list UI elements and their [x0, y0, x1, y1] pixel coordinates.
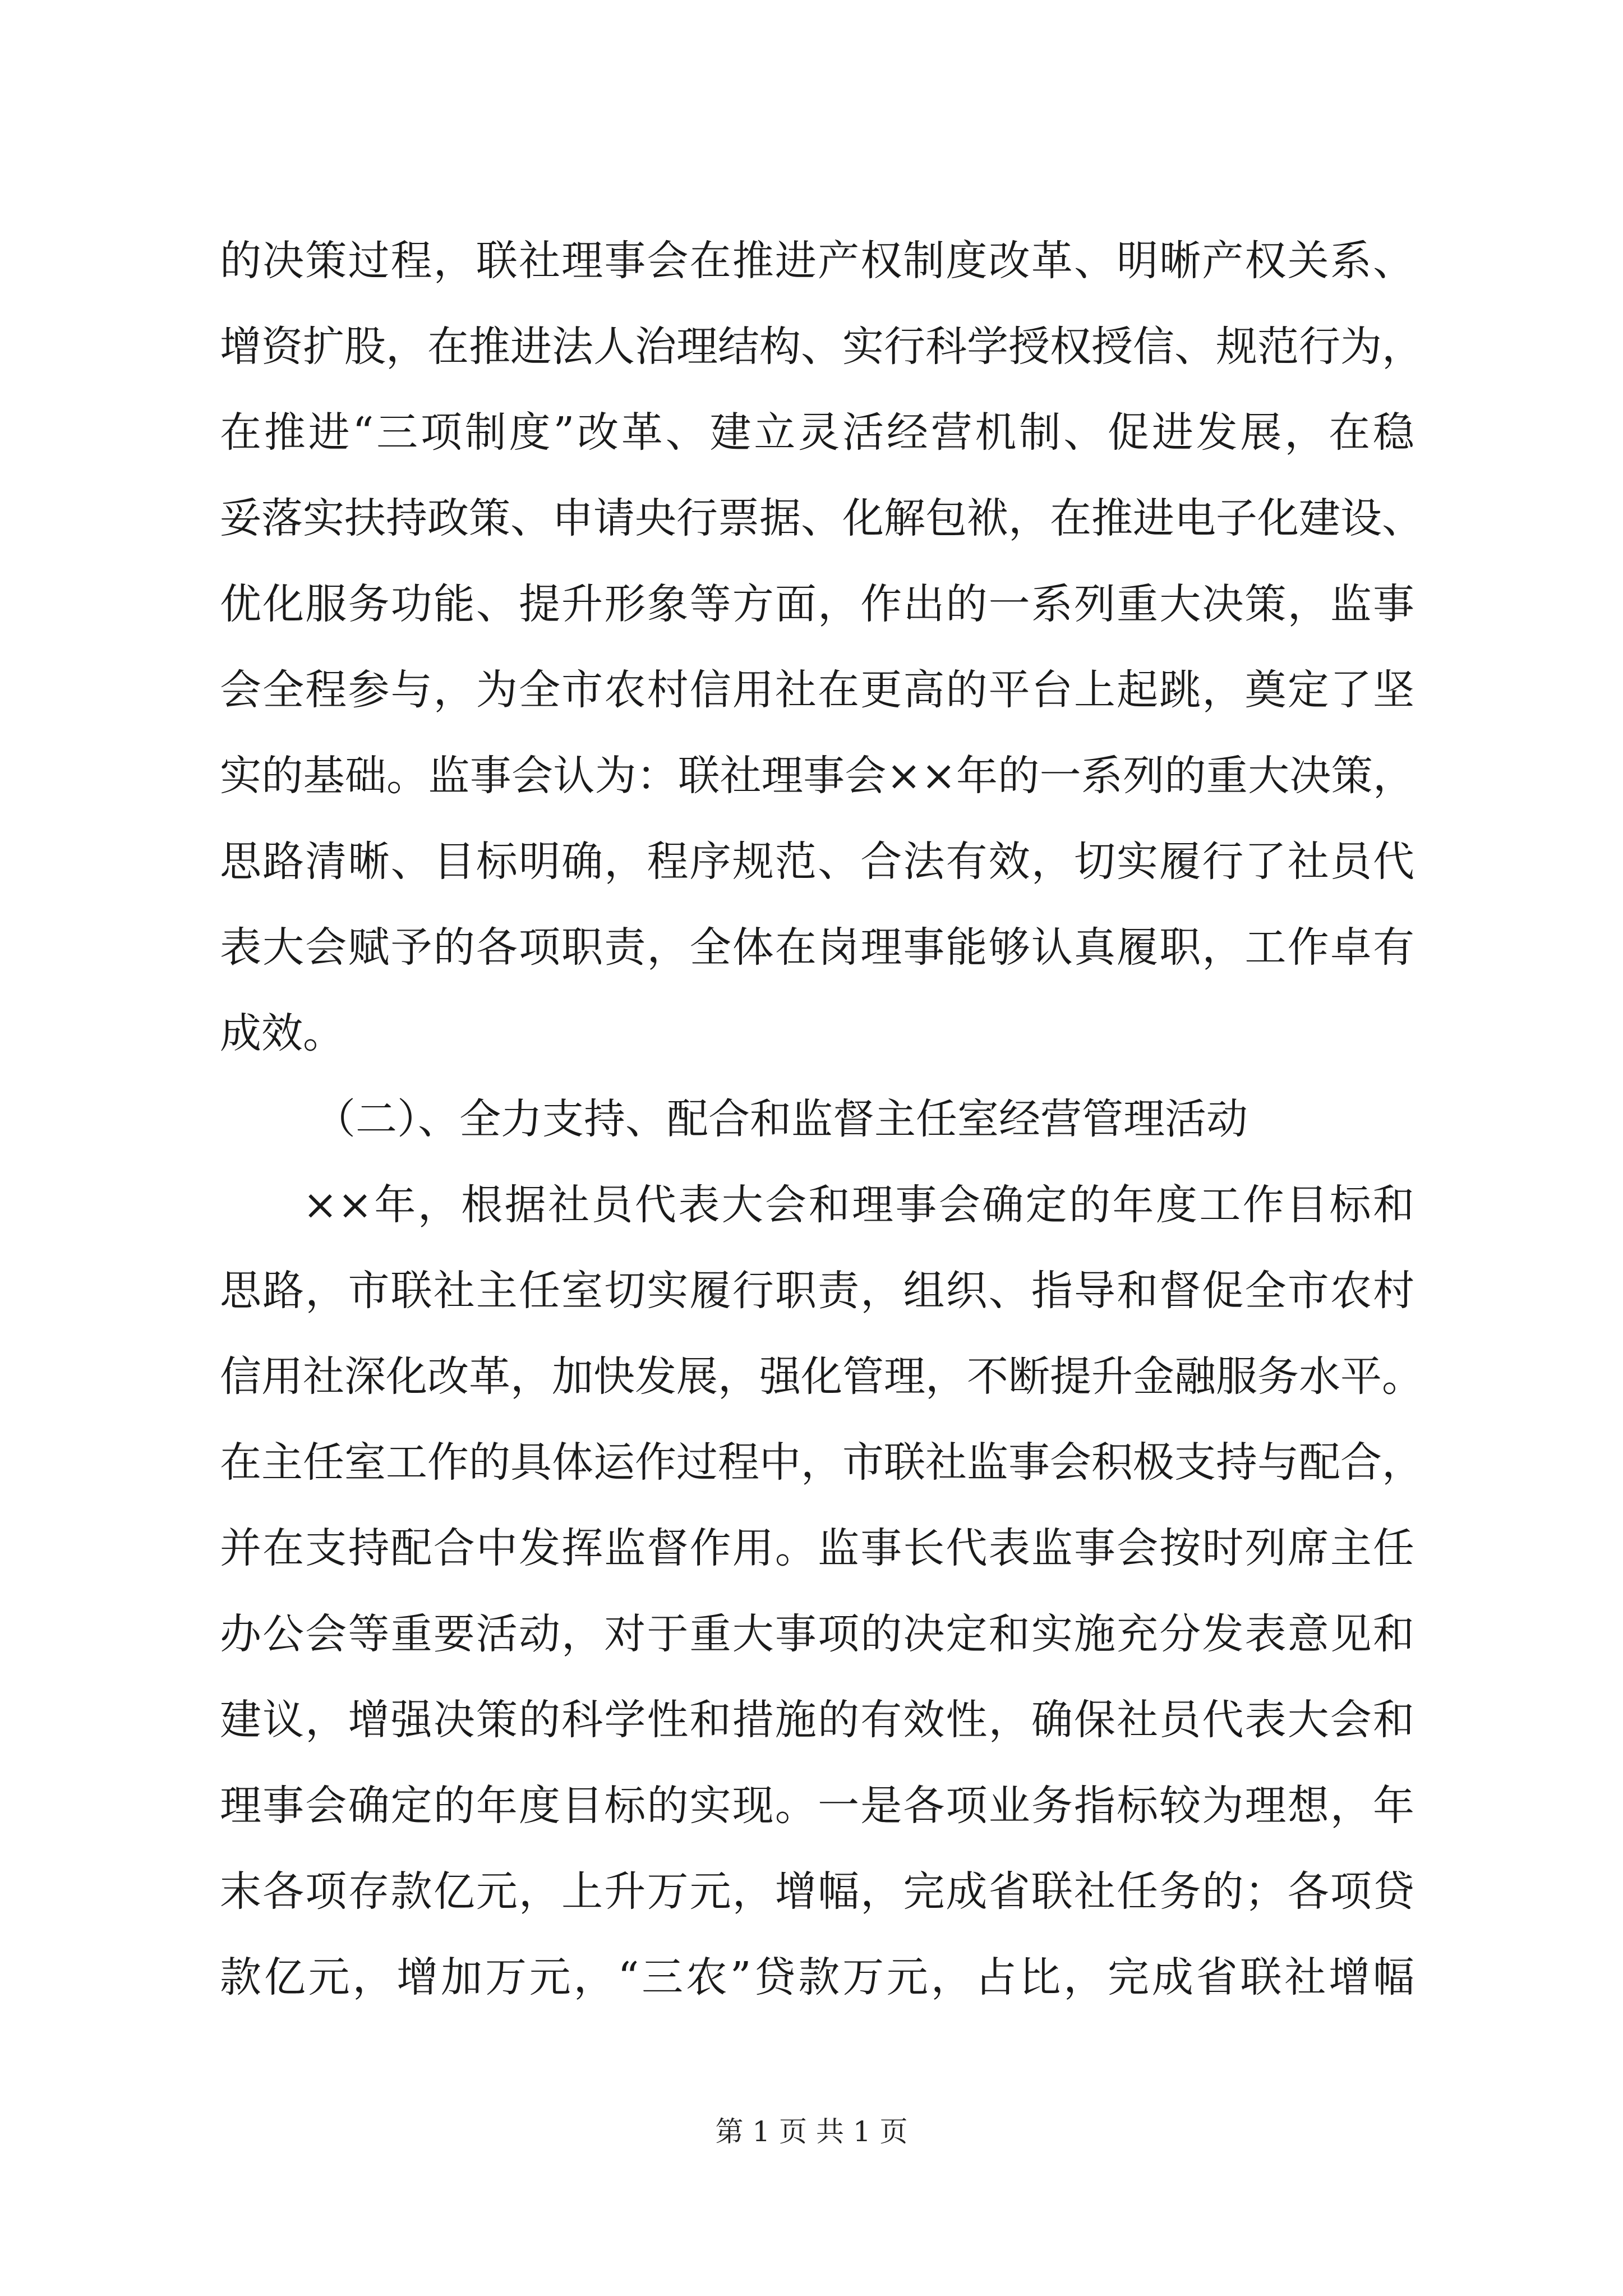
body-text-line: 在主任室工作的具体运作过程中，市联社监事会积极支持与配合， [220, 1438, 1423, 1487]
body-text-line: 增资扩股，在推进法人治理结构、实行科学授权授信、规范行为， [220, 323, 1423, 371]
body-text-line: 妥落实扶持政策、申请央行票据、化解包袱，在推进电子化建设、 [220, 494, 1423, 542]
body-text-line: ××年，根据社员代表大会和理事会确定的年度工作目标和 [303, 1181, 1414, 1229]
body-text-line: 款亿元，增加万元，“三农”贷款万元，占比，完成省联社增幅 [220, 1953, 1414, 2001]
body-text-line: 的决策过程，联社理事会在推进产权制度改革、明晰产权关系、 [220, 237, 1414, 285]
body-text-line: 在推进“三项制度”改革、建立灵活经营机制、促进发展，在稳 [220, 408, 1414, 457]
page-number-footer: 第 1 页 共 1 页 [715, 2115, 908, 2148]
body-text-line: 办公会等重要活动，对于重大事项的决定和实施充分发表意见和 [220, 1610, 1414, 1658]
body-text-line: 末各项存款亿元，上升万元，增幅，完成省联社任务的；各项贷 [220, 1867, 1414, 1916]
body-text-line: 理事会确定的年度目标的实现。一是各项业务指标较为理想，年 [220, 1782, 1414, 1830]
body-text-line: 信用社深化改革，加快发展，强化管理，不断提升金融服务水平。 [220, 1352, 1423, 1401]
body-text-line: 会全程参与，为全市农村信用社在更高的平台上起跳，奠定了坚 [220, 666, 1414, 714]
body-text-line: 实的基础。监事会认为：联社理事会××年的一系列的重大决策， [220, 752, 1414, 800]
section-heading: （二）、全力支持、配合和监督主任室经营管理活动 [314, 1095, 1248, 1143]
body-text-line: 优化服务功能、提升形象等方面，作出的一系列重大决策，监事 [220, 580, 1414, 628]
body-text-line: 成效。 [220, 1009, 344, 1057]
body-text-line: 思路清晰、目标明确，程序规范、合法有效，切实履行了社员代 [220, 838, 1414, 886]
body-text-line: 建议，增强决策的科学性和措施的有效性，确保社员代表大会和 [220, 1696, 1414, 1744]
body-text-line: 思路，市联社主任室切实履行职责，组织、指导和督促全市农村 [220, 1267, 1414, 1315]
body-text-line: 并在支持配合中发挥监督作用。监事长代表监事会按时列席主任 [220, 1524, 1414, 1572]
body-text-line: 表大会赋予的各项职责，全体在岗理事能够认真履职，工作卓有 [220, 923, 1414, 972]
